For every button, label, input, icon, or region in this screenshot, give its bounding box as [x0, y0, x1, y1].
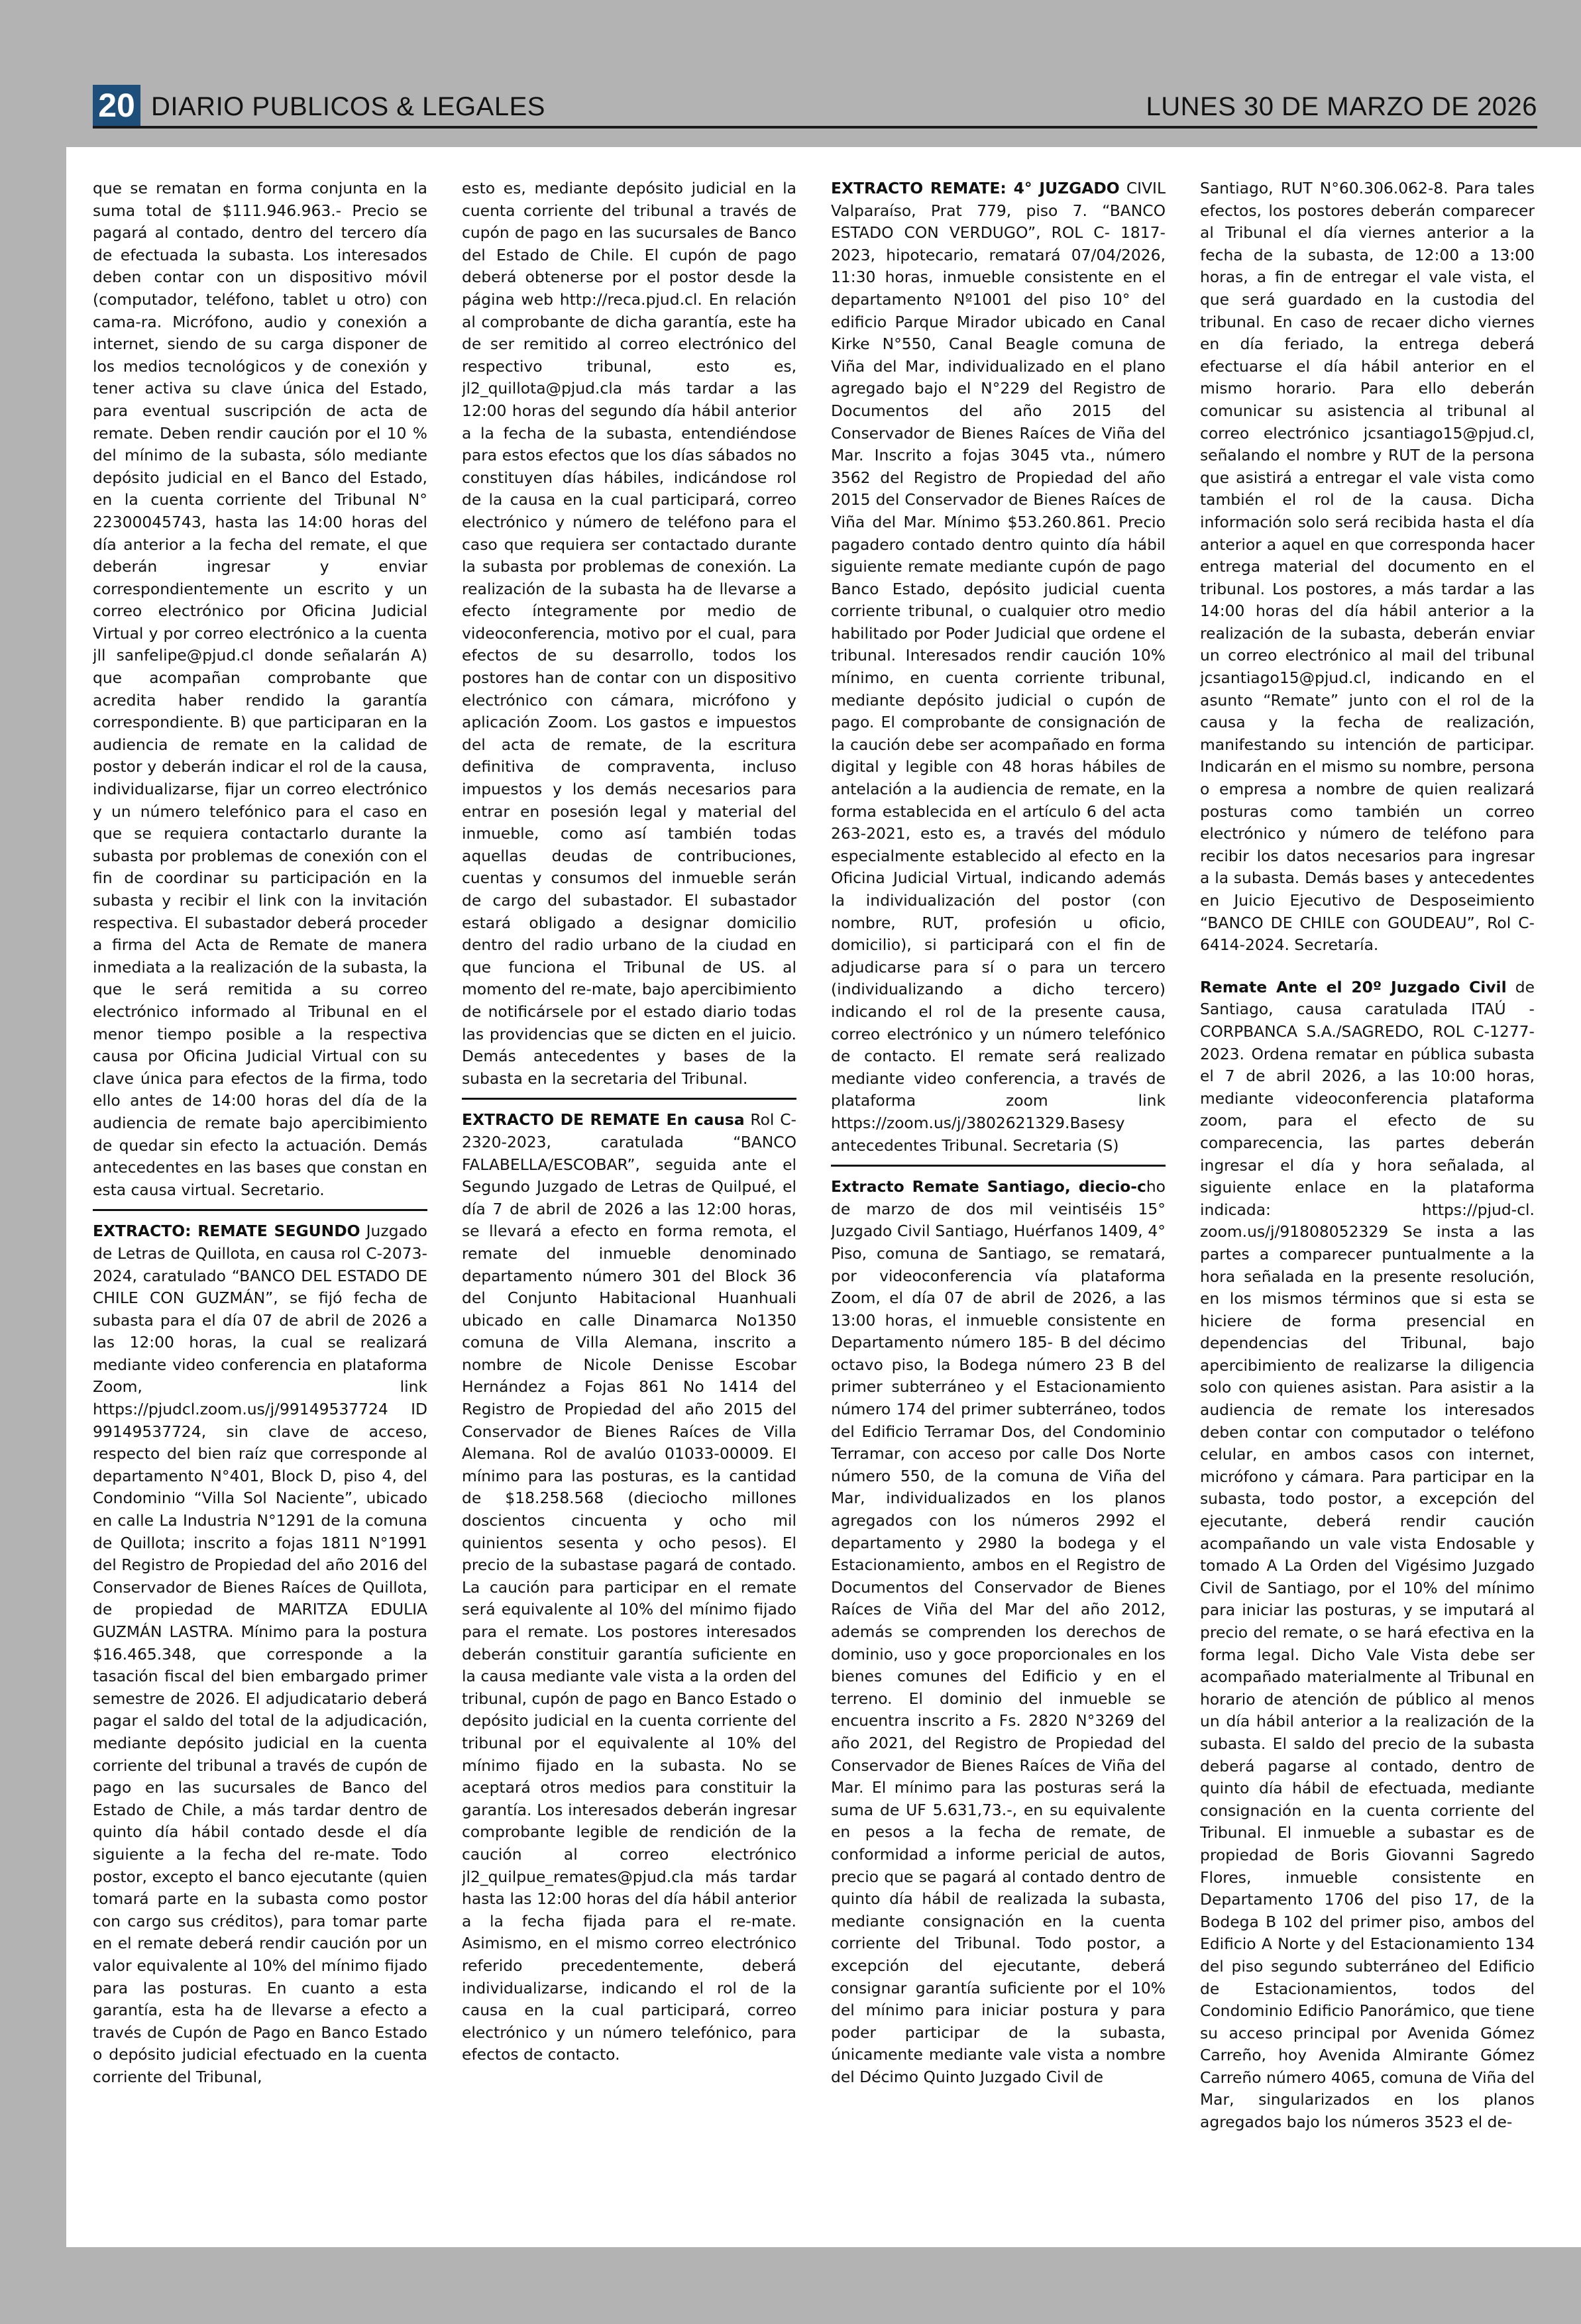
page-header: [93, 85, 1537, 129]
notice-body: que se rematan en forma conjunta en la suma total de $111.946.963.- Precio se pagará al contado, dentro del tercero día de efectuada la subasta. Los interesados deben contar con un dispositivo móvil (computador, teléfono, tablet u otro) con cama-ra. Micrófono, audio y conexión a internet, siendo de su carga disponer de los medios tecnológicos y de conexión y tener activa su clave única del Estado, para eventual suscripción de acta de remate. Deben rendir caución por el 10 % del mínimo de la subasta, sólo mediante depósito judicial en el Banco del Estado, en la cuenta corriente del Tribunal N° 22300045743, hasta las 14:00 horas del día anterior a la fecha del remate, el que deberán ingresar y enviar correspondientemente un escrito y un correo electrónico por Oficina Judicial Virtual y por correo electrónico a la cuenta jll sanfelipe@pjud.cl donde señalarán A) que acompañan comprobante que acredita haber rendido la garantía correspondiente. B) que participaran en la audiencia de remate en la calidad de postor y deberán indicar el rol de la causa, individualizarse, fijar un correo electrónico y un número telefónico para el caso en que se requiera contactarlo durante la subasta por problemas de conexión con el fin de coordinar su participación en la subasta y recibir el link con la invitación respectiva. El subastador deberá proceder a firma del Acta de Remate de manera inmediata a la realización de la subasta, la que le será remitida a su correo electrónico informado al Tribunal en el menor tiempo posible a la respectiva causa por Oficina Judicial Virtual con su clave única para efectos de la firma, todo ello antes de 14:00 horas del día de la audiencia de remate bajo apercibimiento de quedar sin efecto la actuación. Demás antecedentes en las bases que constan en esta causa virtual. Secretario.: [93, 179, 427, 1199]
notice-heading: EXTRACTO REMATE: 4° JUZGADO: [831, 179, 1120, 197]
notice-divider: [462, 1098, 796, 1100]
notice-heading: EXTRACTO DE REMATE En causa: [462, 1110, 745, 1130]
column-1: [93, 178, 427, 2218]
page-number: 20: [93, 85, 140, 126]
notice-divider: [831, 1165, 1166, 1167]
legal-notice: [831, 1176, 1166, 2088]
notice-body: ho de marzo de dos mil veintiséis 15° Juzgado Civil Santiago, Huérfanos 1409, 4° Piso, comuna de Santiago, se rematará, por videoconferencia vía plataforma Zoom, el día 07 de abril de 2026, a las 13:00 horas, el inmueble consistente en Departamento número 185- B del décimo octavo piso, la Bodega número 23 B del primer subterráneo y el Estacionamiento número 174 del primer subterráneo, todos del Edificio Terramar Dos, del Condominio Terramar, con acceso por calle Dos Norte número 550, de la comuna de Viña del Mar, individualizados en los planos agregados con los números 2992 el departamento y 2980 la bodega y el Estacionamiento, ambos en el Registro de Documentos del Conservador de Bienes Raíces de Viña del Mar del año 2012, además se comprenden los derechos de dominio, uso y goce proporcionales en los bienes comunes del Edificio y en el terreno. El dominio del inmueble se encuentra inscrito a Fs. 2820 N°3269 del año 2021, del Registro de Propiedad del Conservador de Bienes Raíces de Viña del Mar. El mínimo para las posturas será la suma de UF 5.631,73.-, en su equivalente en pesos a la fecha de remate, de conformidad a informe pericial de autos, precio que se pagará al contado dentro de quinto día hábil de realizada la subasta, mediante consignación en la cuenta corriente del Tribunal. Todo postor, a excepción del ejecutante, deberá consignar garantía suficiente por el 10% del mínimo para iniciar postura y para poder participar de la subasta, únicamente mediante vale vista a nombre del Décimo Quinto Juzgado Civil de: [831, 1177, 1166, 2086]
notice-heading: Extracto Remate Santiago, diecio-c: [831, 1177, 1146, 1196]
notice-continuation: [1200, 178, 1535, 957]
publication-title: DIARIO PUBLICOS & LEGALES: [151, 92, 545, 121]
notice-body: Rol C-2320-2023, caratulada “BANCO FALABELLA/ESCOBAR”, seguida ante el Segundo Juzgado de Letras de Quilpué, el día 7 de abril de 2026 a las 12:00 horas, se llevará a efecto en forma remota, el remate del inmueble denominado departamento número 301 del Block 36 del Conjunto Habitacional Huanhuali ubicado en calle Dinamarca No1350 comuna de Villa Alemana, inscrito a nombre de Nicole Denisse Escobar Hernández a Fojas 861 No 1414 del Registro de Propiedad del año 2015 del Conservador de Bienes Raíces de Villa Alemana. Rol de avalúo 01033-00009. El mínimo para las posturas, es la cantidad de $18.258.568 (dieciocho millones doscientos cincuenta y ocho mil quinientos sesenta y ocho pesos). El precio de la subastase pagará de contado. La caución para participar en el remate será equivalente al 10% del mínimo fijado para el remate. Los postores interesados deberán constituir garantía suficiente en la causa mediante vale vista a la orden del tribunal, cupón de pago en Banco Estado o depósito judicial en la cuenta corriente del tribunal por el equivalente al 10% del mínimo fijado en la subasta. No se aceptará otros medios para constituir la garantía. Los interesados deberán ingresar comprobante legible de rendición de la caución al correo electrónico jl2_quilpue_remates@pjud.cla más tardar hasta las 12:00 horas del día hábil anterior a la fecha fijada para el re-mate. Asimismo, en el mismo correo electrónico referido precedentemente, deberá individualizarse, indicando el rol de la causa en la cual participará, correo electrónico y un número telefónico, para efectos de contacto.: [462, 1110, 796, 2064]
notice-continuation: [93, 178, 427, 1201]
legal-notice: [1200, 977, 1535, 2134]
notice-heading: EXTRACTO: REMATE SEGUNDO: [93, 1222, 360, 1241]
notice-continuation: [462, 178, 796, 1090]
notice-body: esto es, mediante depósito judicial en la cuenta corriente del tribunal a través de cupón de pago en las sucursales de Banco del Estado de Chile. El cupón de pago deberá obtenerse por el postor desde la página web http://reca.pjud.cl. En relación al comprobante de dicha garantía, este ha de ser remitido al correo electrónico del respectivo tribunal, esto es, jl2_quillota@pjud.cla más tardar a las 12:00 horas del segundo día hábil anterior a la fecha de la subasta, entendiéndose para estos efectos que los días sábados no constituyen días hábiles, indicándose rol de la causa en la cual participará, correo electrónico y número de teléfono para el caso que requiera ser contactado durante la subasta por problemas de conexión. La realización de la subasta ha de llevarse a efecto íntegramente por medio de videoconferencia, motivo por el cual, para efectos de su desarrollo, todos los postores han de contar con un dispositivo electrónico con cámara, micrófono y aplicación Zoom. Los gastos e impuestos del acta de remate, de la escritura definitiva de compraventa, incluso impuestos y los demás necesarios para entrar en posesión legal y material del inmueble, como así también todas aquellas deudas de contribuciones, cuentas y consumos del inmueble serán de cargo del subastador. El subastador estará obligado a designar domicilio dentro del radio urbano de la ciudad en que funciona el Tribunal de US. al momento del re-mate, bajo apercibimiento de notificársele por el estado diario todas las providencias que se dicten en el juicio. Demás antecedentes y bases de la subasta en la secretaria del Tribunal.: [462, 179, 796, 1088]
notice-body: CIVIL Valparaíso, Prat 779, piso 7. “BANCO ESTADO CON VERDUGO”, ROL C- 1817-2023, hipotecario, rematará 07/04/2026, 11:30 horas, inmueble consistente en el departamento Nº1001 del piso 10° del edificio Parque Mirador ubicado en Canal Kirke N°550, Canal Beagle comuna de Viña del Mar, individualizado en el plano agregado bajo el N°229 del Registro de Documentos del año 2015 del Conservador de Bienes Raíces de Viña del Mar. Inscrito a fojas 3045 vta., número 3562 del Registro de Propiedad del año 2015 del Conservador de Bienes Raíces de Viña del Mar. Mínimo $53.260.861. Precio pagadero contado dentro quinto día hábil siguiente remate mediante cupón de pago Banco Estado, depósito judicial cuenta corriente tribunal, o cualquier otro medio habilitado por Poder Judicial que ordene el tribunal. Interesados rendir caución 10% mínimo, en cuenta corriente tribunal, mediante depósito judicial o cupón de pago. El comprobante de consignación de la caución debe ser acompañado en forma digital y legible con 48 horas hábiles de antelación a la audiencia de remate, en la forma establecida en el artículo 6 del acta 263-2021, esto es, a través del módulo especialmente establecido al efecto en la Oficina Judicial Virtual, indicando además la individualización del postor (con nombre, RUT, profesión u oficio, domicilio), si participará con el fin de adjudicarse para sí o para un tercero (individualizando a dicho tercero) indicando el rol de la presente causa, correo electrónico y un número telefónico de contacto. El remate será realizado mediante video conferencia, a través de plataforma zoom link https://zoom.us/j/3802621329.Basesy antecedentes Tribunal. Secretaria (S): [831, 179, 1166, 1155]
notice-divider: [93, 1209, 427, 1211]
notice-heading: Remate Ante el 20º Juzgado Civil: [1200, 977, 1507, 996]
column-2: [462, 178, 796, 2218]
column-3: [831, 178, 1166, 2218]
notice-body: Santiago, RUT N°60.306.062-8. Para tales efectos, los postores deberán comparecer al Tribunal el día viernes anterior a la fecha de la subasta, de 12:00 a 13:00 horas, a fin de entregar el vale vista, el que será guardado en la custodia del tribunal. En caso de recaer dicho viernes en día feriado, la entrega deberá efectuarse el día hábil anterior en el mismo horario. Para ello deberán comunicar su asistencia al tribunal al correo electrónico jcsantiago15@pjud.cl, señalando el nombre y RUT de la persona que asistirá a entregar el vale vista como también el rol de la causa. Dicha información solo será recibida hasta el día anterior a aquel en que corresponda hacer entrega material del documento en el tribunal. Los postores, a más tardar a las 14:00 horas del día hábil anterior a la realización de la subasta, deberán enviar un correo electrónico al mail del tribunal jcsantiago15@pjud.cl, indicando en el asunto “Remate” junto con el rol de la causa y la fecha de realización, manifestando su intención de participar. Indicarán en el mismo su nombre, persona o empresa a nombre de quien realizará posturas como también un correo electrónico y número de teléfono para recibir los datos necesarios para ingresar a la subasta. Demás bases y antecedentes en Juicio Ejecutivo de Desposeimiento “BANCO DE CHILE con GOUDEAU”, Rol C-6414-2024. Secretaría.: [1200, 179, 1535, 955]
issue-date: LUNES 30 DE MARZO DE 2026: [1146, 92, 1537, 121]
newspaper-page: [66, 147, 1581, 2247]
notice-body: Juzgado de Letras de Quillota, en causa rol C-2073-2024, caratulado “BANCO DEL ESTADO DE CHILE CON GUZMÁN”, se fijó fecha de subasta para el día 07 de abril de 2026 a las 12:00 horas, la cual se realizará mediante video conferencia en plataforma Zoom, link https://pjudcl.zoom.us/j/99149537724 ID 99149537724, sin clave de acceso, respecto del bien raíz que corresponde al departamento N°401, Block D, piso 4, del Condominio “Villa Sol Naciente”, ubicado en calle La Industria N°1291 de la comuna de Quillota; inscrito a fojas 1811 N°1991 del Registro de Propiedad del año 2016 del Conservador de Bienes Raíces de Quillota, de propiedad de MARITZA EDULIA GUZMÁN LASTRA. Mínimo para la postura $16.465.348, que corresponde a la tasación fiscal del bien embargado primer semestre de 2026. El adjudicatario deberá pagar el saldo del total de la adjudicación, mediante depósito judicial en la cuenta corriente del tribunal a través de cupón de pago en las sucursales de Banco del Estado de Chile, a más tardar dentro de quinto día hábil contado desde el día siguiente a la fecha del re-mate. Todo postor, excepto el banco ejecutante (quien tomará parte en la subasta como postor con cargo sus créditos), para tomar parte en el remate deberá rendir caución por un valor equivalente al 10% del mínimo fijado para las posturas. En cuanto a esta garantía, esta ha de llevarse a efecto a través de Cupón de Pago en Banco Estado o depósito judicial efectuado en la cuenta corriente del Tribunal,: [93, 1222, 427, 2086]
column-4: [1200, 178, 1535, 2218]
legal-notice: [831, 178, 1166, 1157]
legal-notice: [462, 1109, 796, 2066]
legal-notice: [93, 1220, 427, 2088]
notice-body: de Santiago, causa caratulada ITAÚ - CORPBANCA S.A./SAGREDO, ROL C-1277-2023. Ordena rematar en pública subasta el 7 de abril 2026, a las 10:00 horas, mediante videoconferencia plataforma zoom, para el efecto de su comparecencia, las partes deberán ingresar el día y hora señalada, al siguiente enlace en la plataforma indicada: https://pjud-cl. zoom.us/j/91808052329 Se insta a las partes a comparecer puntualmente a la hora señalada en la presente resolución, en los mismos términos que si esta se hiciere de forma presencial en dependencias del Tribunal, bajo apercibimiento de realizarse la diligencia solo con quienes asistan. Para asistir a la audiencia de remate los interesados deben contar con computador o teléfono celular, en ambos casos con internet, micrófono y cámara. Para participar en la subasta, todo postor, a excepción del ejecutante, deberá rendir caución acompañando un vale vista Endosable y tomado A La Orden del Vigésimo Juzgado Civil de Santiago, por el 10% del mínimo para iniciar las posturas, y se imputará al precio del remate, o se hará efectiva en la forma legal. Dicho Vale Vista debe ser acompañado materialmente al Tribunal en horario de atención de público al menos un día hábil anterior a la realización de la subasta. El saldo del precio de la subasta deberá pagarse al contado, dentro de quinto día hábil de efectuada, mediante consignación en la cuenta corriente del Tribunal. El inmueble a subastar es de propiedad de Boris Giovanni Sagredo Flores, inmueble consistente en Departamento 1706 del piso 17, de la Bodega B 102 del primer piso, ambos del Edificio A Norte y del Estacionamiento 134 del piso segundo subterráneo del Edificio de Estacionamientos, todos del Condominio Edificio Panorámico, que tiene su acceso principal por Avenida Gómez Carreño, hoy Avenida Almirante Gómez Carreño número 4065, comuna de Viña del Mar, singularizados en los planos agregados bajo los números 3523 el de-: [1200, 977, 1535, 2132]
